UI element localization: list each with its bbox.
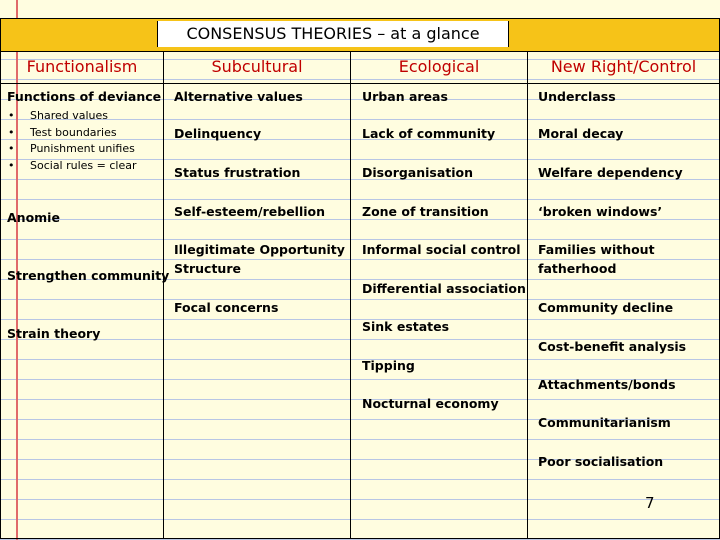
ecological-item: Tipping	[362, 358, 415, 373]
new-right-item: Moral decay	[538, 126, 624, 141]
bullet-item: • Shared values	[8, 108, 137, 125]
subcultural-item: Illegitimate Opportunity Structure	[174, 242, 345, 276]
new-right-item: Communitarianism	[538, 415, 671, 430]
ecological-item: Urban areas	[362, 89, 448, 104]
functionalism-item: Anomie	[7, 210, 60, 225]
subcultural-item: Self-esteem/rebellion	[174, 204, 326, 219]
bullet-item: • Test boundaries	[8, 125, 137, 142]
header-functionalism: Functionalism	[1, 51, 164, 83]
ecological-item: Disorganisation	[362, 165, 474, 180]
ecological-item: Nocturnal economy	[362, 396, 499, 411]
new-right-item: Welfare dependency	[538, 165, 683, 180]
ecological-item: Sink estates	[362, 319, 450, 334]
column-divider	[527, 84, 528, 538]
ecological-item: Informal social control	[362, 242, 521, 257]
new-right-item: Underclass	[538, 89, 616, 104]
header-subcultural: Subcultural	[164, 51, 351, 83]
title-bar	[0, 18, 720, 52]
ecological-item: Lack of community	[362, 126, 496, 141]
new-right-item: Families without fatherhood	[538, 242, 655, 276]
functions-bullet-list	[8, 108, 137, 174]
page-title: CONSENSUS THEORIES – at a glance	[157, 21, 509, 47]
bullet-item: • Social rules = clear	[8, 158, 137, 175]
functionalism-item: Strain theory	[7, 326, 101, 341]
new-right-item: Attachments/bonds	[538, 377, 676, 392]
subcultural-item: Alternative values	[174, 89, 303, 104]
ecological-item: Differential association	[362, 281, 526, 296]
bullet-item: • Punishment unifies	[8, 141, 137, 158]
header-ecological: Ecological	[351, 51, 528, 83]
column-divider	[163, 84, 164, 538]
new-right-item: Poor socialisation	[538, 454, 664, 469]
functionalism-item: Strengthen community	[7, 268, 170, 283]
new-right-item: Cost-benefit analysis	[538, 339, 687, 354]
new-right-item: ‘broken windows’	[538, 204, 663, 219]
header-new-right-control: New Right/Control	[550, 57, 697, 76]
subcultural-item: Delinquency	[174, 126, 262, 141]
subcultural-item: Status frustration	[174, 165, 301, 180]
new-right-item: Community decline	[538, 300, 674, 315]
subcultural-item: Focal concerns	[174, 300, 279, 315]
column-divider	[350, 84, 351, 538]
column-headers	[0, 51, 720, 84]
functionalism-item: Functions of deviance	[7, 89, 162, 104]
page-number: 7	[645, 494, 655, 512]
ecological-item: Zone of transition	[362, 204, 489, 219]
